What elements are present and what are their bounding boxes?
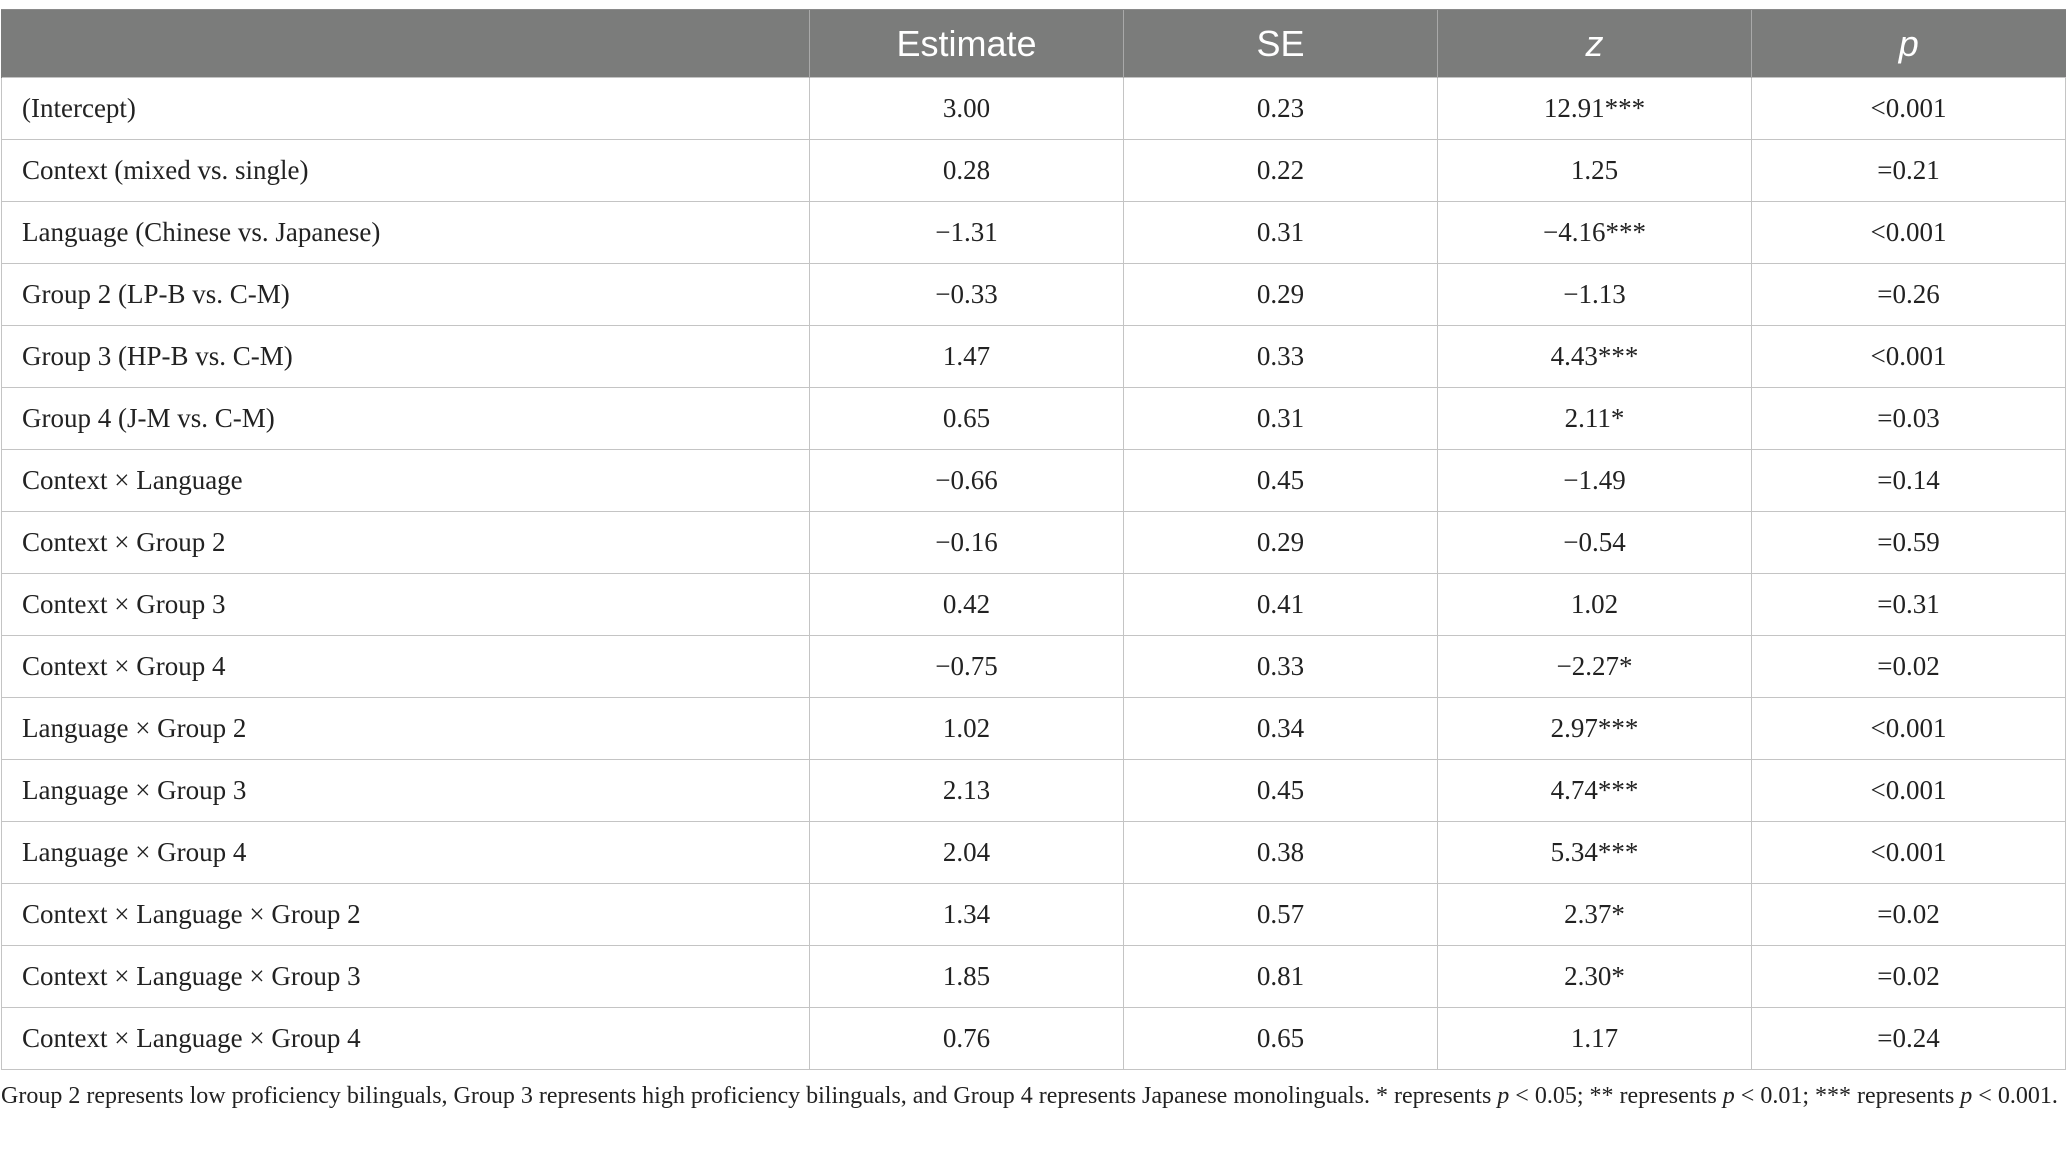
z-value: −1.49 xyxy=(1438,450,1752,512)
footnote-text-2: < 0.05; ** represents xyxy=(1509,1083,1723,1109)
header-p: p xyxy=(1752,10,2066,78)
z-value: −4.16*** xyxy=(1438,202,1752,264)
se-value: 0.45 xyxy=(1124,760,1438,822)
header-se: SE xyxy=(1124,10,1438,78)
estimate-value: −1.31 xyxy=(810,202,1124,264)
p-value: <0.001 xyxy=(1752,326,2066,388)
table-row xyxy=(2,822,2066,884)
z-value: 2.11* xyxy=(1438,388,1752,450)
estimate-value: 0.42 xyxy=(810,574,1124,636)
footnote-text-1: Group 2 represents low proficiency bilinguals, Group 3 represents high proficiency bilinguals, and Group 4 represents Japanese monolinguals. * represents xyxy=(1,1083,1498,1109)
se-value: 0.81 xyxy=(1124,946,1438,1008)
z-value: 2.30* xyxy=(1438,946,1752,1008)
table-row xyxy=(2,326,2066,388)
table-row xyxy=(2,760,2066,822)
estimate-value: 3.00 xyxy=(810,78,1124,140)
row-label: Context × Group 3 xyxy=(2,574,810,636)
table-row xyxy=(2,574,2066,636)
table-row xyxy=(2,1008,2066,1070)
se-value: 0.23 xyxy=(1124,78,1438,140)
se-value: 0.45 xyxy=(1124,450,1438,512)
estimate-value: 2.13 xyxy=(810,760,1124,822)
estimate-value: 0.76 xyxy=(810,1008,1124,1070)
table-row xyxy=(2,450,2066,512)
table-row xyxy=(2,698,2066,760)
se-value: 0.65 xyxy=(1124,1008,1438,1070)
z-value: 4.74*** xyxy=(1438,760,1752,822)
table-row xyxy=(2,636,2066,698)
se-value: 0.34 xyxy=(1124,698,1438,760)
z-value: 1.02 xyxy=(1438,574,1752,636)
p-value: <0.001 xyxy=(1752,202,2066,264)
p-value: =0.21 xyxy=(1752,140,2066,202)
table-row xyxy=(2,512,2066,574)
p-value: =0.24 xyxy=(1752,1008,2066,1070)
estimate-value: 1.85 xyxy=(810,946,1124,1008)
estimate-value: 0.28 xyxy=(810,140,1124,202)
estimate-value: 1.02 xyxy=(810,698,1124,760)
se-value: 0.29 xyxy=(1124,264,1438,326)
estimate-value: −0.75 xyxy=(810,636,1124,698)
p-value: <0.001 xyxy=(1752,822,2066,884)
header-estimate: Estimate xyxy=(810,10,1124,78)
footnote-text-3: < 0.01; *** represents xyxy=(1734,1083,1961,1109)
table-row xyxy=(2,140,2066,202)
p-value: <0.001 xyxy=(1752,78,2066,140)
table-body xyxy=(2,78,2066,1070)
se-value: 0.31 xyxy=(1124,202,1438,264)
row-label: Context × Language × Group 2 xyxy=(2,884,810,946)
se-value: 0.22 xyxy=(1124,140,1438,202)
row-label: Context × Group 2 xyxy=(2,512,810,574)
estimate-value: 1.34 xyxy=(810,884,1124,946)
estimate-value: −0.33 xyxy=(810,264,1124,326)
footnote-text-4: < 0.001. xyxy=(1972,1083,2058,1109)
footnote-p-symbol-2: p xyxy=(1722,1083,1735,1109)
estimate-value: −0.16 xyxy=(810,512,1124,574)
table-row xyxy=(2,884,2066,946)
z-value: 5.34*** xyxy=(1438,822,1752,884)
row-label: Context × Language × Group 4 xyxy=(2,1008,810,1070)
row-label: Language × Group 3 xyxy=(2,760,810,822)
regression-table xyxy=(1,9,2066,1070)
se-value: 0.38 xyxy=(1124,822,1438,884)
row-label: Language × Group 4 xyxy=(2,822,810,884)
se-value: 0.41 xyxy=(1124,574,1438,636)
footnote-p-symbol-1: p xyxy=(1497,1083,1510,1109)
table-row xyxy=(2,264,2066,326)
se-value: 0.33 xyxy=(1124,636,1438,698)
row-label: Context × Group 4 xyxy=(2,636,810,698)
table-header xyxy=(2,10,2066,78)
se-value: 0.57 xyxy=(1124,884,1438,946)
row-label: Context (mixed vs. single) xyxy=(2,140,810,202)
se-value: 0.31 xyxy=(1124,388,1438,450)
row-label: Group 3 (HP-B vs. C-M) xyxy=(2,326,810,388)
z-value: 4.43*** xyxy=(1438,326,1752,388)
z-value: −2.27* xyxy=(1438,636,1752,698)
p-value: =0.02 xyxy=(1752,946,2066,1008)
z-value: 1.25 xyxy=(1438,140,1752,202)
header-z: z xyxy=(1438,10,1752,78)
se-value: 0.29 xyxy=(1124,512,1438,574)
header-label-column xyxy=(2,10,810,78)
row-label: Group 4 (J-M vs. C-M) xyxy=(2,388,810,450)
table-row xyxy=(2,946,2066,1008)
p-value: <0.001 xyxy=(1752,760,2066,822)
p-value: <0.001 xyxy=(1752,698,2066,760)
estimate-value: 2.04 xyxy=(810,822,1124,884)
row-label: Context × Language × Group 3 xyxy=(2,946,810,1008)
table-footnote xyxy=(1,1078,2061,1114)
p-value: =0.59 xyxy=(1752,512,2066,574)
row-label: Language × Group 2 xyxy=(2,698,810,760)
estimate-value: 0.65 xyxy=(810,388,1124,450)
p-value: =0.03 xyxy=(1752,388,2066,450)
z-value: 1.17 xyxy=(1438,1008,1752,1070)
z-value: 2.97*** xyxy=(1438,698,1752,760)
header-row xyxy=(2,10,2066,78)
p-value: =0.14 xyxy=(1752,450,2066,512)
z-value: −1.13 xyxy=(1438,264,1752,326)
row-label: Language (Chinese vs. Japanese) xyxy=(2,202,810,264)
estimate-value: −0.66 xyxy=(810,450,1124,512)
z-value: 12.91*** xyxy=(1438,78,1752,140)
table-row xyxy=(2,388,2066,450)
p-value: =0.02 xyxy=(1752,884,2066,946)
estimate-value: 1.47 xyxy=(810,326,1124,388)
row-label: (Intercept) xyxy=(2,78,810,140)
table-row xyxy=(2,202,2066,264)
z-value: 2.37* xyxy=(1438,884,1752,946)
row-label: Group 2 (LP-B vs. C-M) xyxy=(2,264,810,326)
p-value: =0.26 xyxy=(1752,264,2066,326)
row-label: Context × Language xyxy=(2,450,810,512)
p-value: =0.31 xyxy=(1752,574,2066,636)
footnote-p-symbol-3: p xyxy=(1960,1083,1973,1109)
se-value: 0.33 xyxy=(1124,326,1438,388)
z-value: −0.54 xyxy=(1438,512,1752,574)
table-row xyxy=(2,78,2066,140)
p-value: =0.02 xyxy=(1752,636,2066,698)
